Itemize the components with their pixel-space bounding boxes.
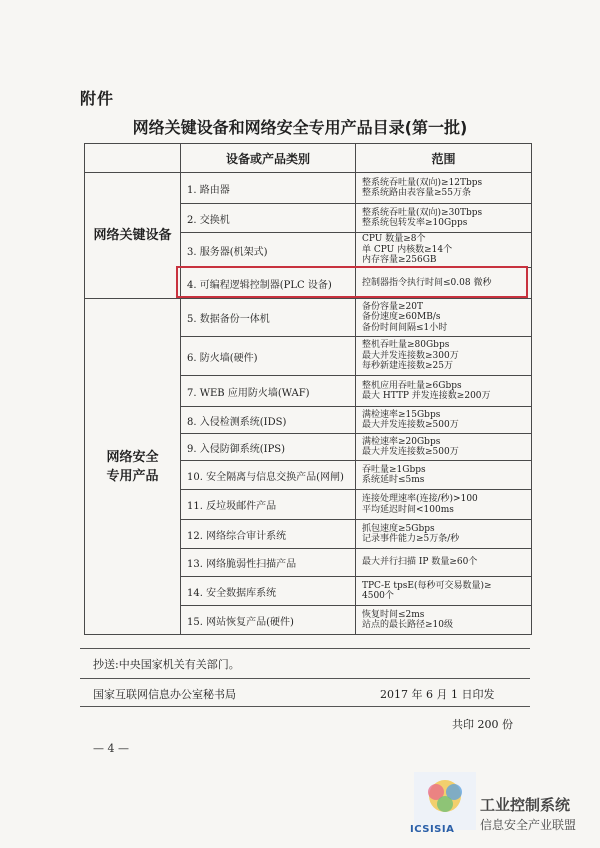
watermark-title: 工业控制系统 xyxy=(480,796,571,814)
criteria-line: 满检速率≥20Gbps xyxy=(362,436,441,447)
group-cell xyxy=(85,173,181,299)
product-name-cell: 4. 可编程逻辑控制器(PLC 设备) xyxy=(181,268,356,299)
issuer: 国家互联网信息办公室秘书局 xyxy=(93,688,236,701)
product-name-cell: 8. 入侵检测系统(IDS) xyxy=(181,407,356,434)
product-name-cell: 3. 服务器(机架式) xyxy=(181,233,356,268)
criteria-line: 满检速率≥15Gbps xyxy=(362,409,441,420)
attachment-label: 附件 xyxy=(80,89,115,108)
criteria-cell xyxy=(356,490,532,520)
criteria-line: 内存容量≥256GB xyxy=(362,255,437,266)
watermark xyxy=(410,772,600,842)
footer-rule-middle xyxy=(80,678,530,679)
criteria-cell xyxy=(356,577,532,606)
criteria-line: 每秒新建连接数≥25万 xyxy=(362,361,453,372)
criteria-line: 吞吐量≥1Gbps xyxy=(362,464,426,475)
product-name-cell: 14. 安全数据库系统 xyxy=(181,577,356,606)
criteria-line: 最大并行扫描 IP 数量≥60个 xyxy=(362,557,478,568)
criteria-line: 4500个 xyxy=(362,591,394,601)
product-name-cell: 5. 数据备份一体机 xyxy=(181,299,356,337)
criteria-line: 备份速度≥60MB/s xyxy=(362,312,441,323)
product-name-cell: 9. 入侵防御系统(IPS) xyxy=(181,434,356,461)
product-name-cell: 13. 网络脆弱性扫描产品 xyxy=(181,549,356,577)
product-name-cell: 15. 网站恢复产品(硬件) xyxy=(181,606,356,635)
criteria-line: 整系统路由表容量≥55万条 xyxy=(362,188,471,198)
criteria-line: 最大并发连接数≥500万 xyxy=(362,420,459,430)
product-name-cell: 12. 网络综合审计系统 xyxy=(181,520,356,549)
criteria-line: 最大并发连接数≥500万 xyxy=(362,447,459,457)
table-body xyxy=(85,173,532,635)
criteria-line: 备份容量≥20T xyxy=(362,301,423,312)
criteria-line: 最大 HTTP 并发连接数≥200万 xyxy=(362,391,491,401)
document-title: 网络关键设备和网络安全专用产品目录(第一批) xyxy=(132,118,468,137)
plc-highlight-box xyxy=(176,266,528,298)
criteria-line: 连接处理速率(连接/秒)>100 xyxy=(362,494,478,504)
table-header-row xyxy=(85,144,532,173)
criteria-cell xyxy=(356,233,532,268)
criteria-line: 站点的最长路径≥10级 xyxy=(362,620,453,630)
criteria-line: 最大并发连接数≥300万 xyxy=(362,350,459,361)
group-name: 专用产品 xyxy=(106,468,159,484)
table-row xyxy=(85,173,532,204)
criteria-cell xyxy=(356,204,532,233)
watermark-subtitle: 信息安全产业联盟 xyxy=(480,818,577,832)
footer-rule-top xyxy=(80,648,530,649)
footer-rule-bottom xyxy=(80,706,530,707)
header-group-blank xyxy=(85,144,181,173)
criteria-line: 控制器指令执行时间≤0.08 微秒 xyxy=(362,277,492,288)
criteria-line: 整系统吞吐量(双向)≥12Tbps xyxy=(362,177,483,188)
group-cell xyxy=(85,299,181,635)
criteria-line: 抓包速度≥5Gbps xyxy=(362,523,435,534)
criteria-line: 整机应用吞吐量≥6Gbps xyxy=(362,380,462,391)
product-name-cell: 11. 反垃圾邮件产品 xyxy=(181,490,356,520)
product-name-cell: 7. WEB 应用防火墙(WAF) xyxy=(181,376,356,407)
page-number: — 4 — xyxy=(93,742,129,755)
criteria-line: 整机吞吐量≥80Gbps xyxy=(362,340,450,351)
criteria-cell xyxy=(356,407,532,434)
criteria-cell xyxy=(356,434,532,461)
criteria-line: CPU 数量≥8个 xyxy=(362,234,426,245)
header-category: 设备或产品类别 xyxy=(181,144,356,173)
product-name-cell: 2. 交换机 xyxy=(181,204,356,233)
criteria-cell xyxy=(356,376,532,407)
product-name-cell: 6. 防火墙(硬件) xyxy=(181,337,356,376)
criteria-line: 整系统吞吐量(双向)≥30Tbps xyxy=(362,207,483,218)
header-scope: 范围 xyxy=(356,144,532,173)
criteria-line: TPC-E tpsE(每秒可交易数量)≥ xyxy=(362,580,492,591)
criteria-cell xyxy=(356,173,532,204)
criteria-line: 记录事件能力≥5万条/秒 xyxy=(362,534,460,544)
criteria-cell xyxy=(356,520,532,549)
criteria-cell xyxy=(356,299,532,337)
watermark-logo-text: ICSISIA xyxy=(410,824,455,835)
cc-line: 抄送:中央国家机关有关部门。 xyxy=(93,658,240,671)
issue-date: 2017 年 6 月 1 日印发 xyxy=(380,688,495,701)
product-catalog-table xyxy=(84,143,532,635)
print-copies: 共印 200 份 xyxy=(452,718,513,731)
criteria-line: 整系统包转发率≥10Gpps xyxy=(362,218,468,228)
criteria-cell xyxy=(356,461,532,490)
criteria-line: 单 CPU 内核数≥14个 xyxy=(362,244,453,255)
group-name: 网络安全 xyxy=(106,449,159,465)
table-row xyxy=(85,299,532,337)
product-name-cell: 1. 路由器 xyxy=(181,173,356,204)
criteria-line: 备份时间间隔≤1小时 xyxy=(362,322,448,333)
group-name: 网络关键设备 xyxy=(93,228,172,243)
criteria-cell xyxy=(356,549,532,577)
alliance-logo-icon xyxy=(414,772,476,830)
criteria-cell xyxy=(356,606,532,635)
criteria-line: 系统延时≤5ms xyxy=(362,475,425,485)
criteria-line: 恢复时间≤2ms xyxy=(362,609,425,620)
criteria-cell xyxy=(356,337,532,376)
criteria-line: 平均延迟时间<100ms xyxy=(362,504,454,515)
product-name-cell: 10. 安全隔离与信息交换产品(网闸) xyxy=(181,461,356,490)
